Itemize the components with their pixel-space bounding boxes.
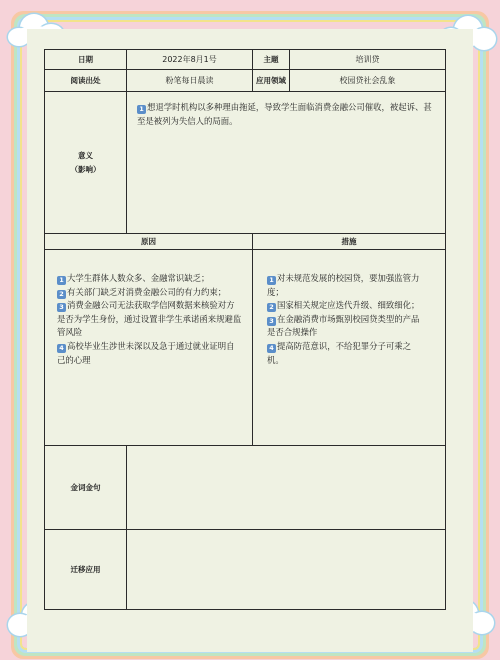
date-value: 2022年8月1号 xyxy=(127,50,253,70)
transfer-content[interactable] xyxy=(127,530,446,610)
field-label: 应用领域 xyxy=(253,70,290,92)
measures-header: 措施 xyxy=(253,234,446,250)
meaning-label: 意义 xyxy=(78,150,93,160)
meaning-sub-label: （影响） xyxy=(70,164,101,174)
date-label: 日期 xyxy=(45,50,127,70)
list-item: 1 大学生群体人数众多、金融常识缺乏； xyxy=(57,272,242,286)
golden-words-content[interactable] xyxy=(127,446,446,530)
golden-words-label: 金词金句 xyxy=(45,446,127,530)
list-item: 2 国家相关规定应迭代升级、细致细化； xyxy=(267,299,423,313)
number-3-icon: 3 xyxy=(267,317,276,326)
list-item: 4 高校毕业生涉世未深以及急于通过就业证明自己的心理 xyxy=(57,340,235,365)
number-2-icon: 2 xyxy=(57,290,66,299)
number-3-icon: 3 xyxy=(57,303,66,312)
field-value: 校园贷社会乱象 xyxy=(290,70,446,92)
number-4-icon: 4 xyxy=(267,344,276,353)
meaning-label-cell xyxy=(45,92,127,234)
transfer-label: 迁移应用 xyxy=(45,530,127,610)
causes-header: 原因 xyxy=(45,234,253,250)
list-item: 2 有关部门缺乏对消费金融公司的有力约束； xyxy=(57,286,242,300)
list-item: 1 对未规范发展的校园贷，要加强监管力度； xyxy=(267,273,420,297)
topic-value: 培训贷 xyxy=(290,50,446,70)
meaning-content xyxy=(127,92,446,234)
number-4-icon: 4 xyxy=(57,344,66,353)
number-1-icon: 1 xyxy=(57,276,66,285)
number-1-icon: 1 xyxy=(267,276,276,285)
list-item: 3 消费金融公司无法获取学信网数据来核验对方是否为学生身份，通过设置非学生承诺函来规避监管风险 xyxy=(57,300,242,338)
study-notes-table xyxy=(44,49,446,610)
list-item: 1 想退学时机构以多种理由拖延，导致学生面临消费金融公司催收，被起诉、甚至是被列为失信人的局面。 xyxy=(137,102,432,126)
measures-content xyxy=(253,250,446,446)
list-item: 4 提高防范意识，不给犯罪分子可乘之机。 xyxy=(267,340,412,365)
number-1-icon: 1 xyxy=(137,105,146,114)
causes-content xyxy=(45,250,253,446)
source-value: 粉笔每日晨读 xyxy=(127,70,253,92)
topic-label: 主题 xyxy=(253,50,290,70)
list-item: 3 在金融消费市场甄别校园贷类型的产品是否合规操作 xyxy=(267,313,420,338)
number-2-icon: 2 xyxy=(267,303,276,312)
source-label: 阅读出处 xyxy=(45,70,127,92)
